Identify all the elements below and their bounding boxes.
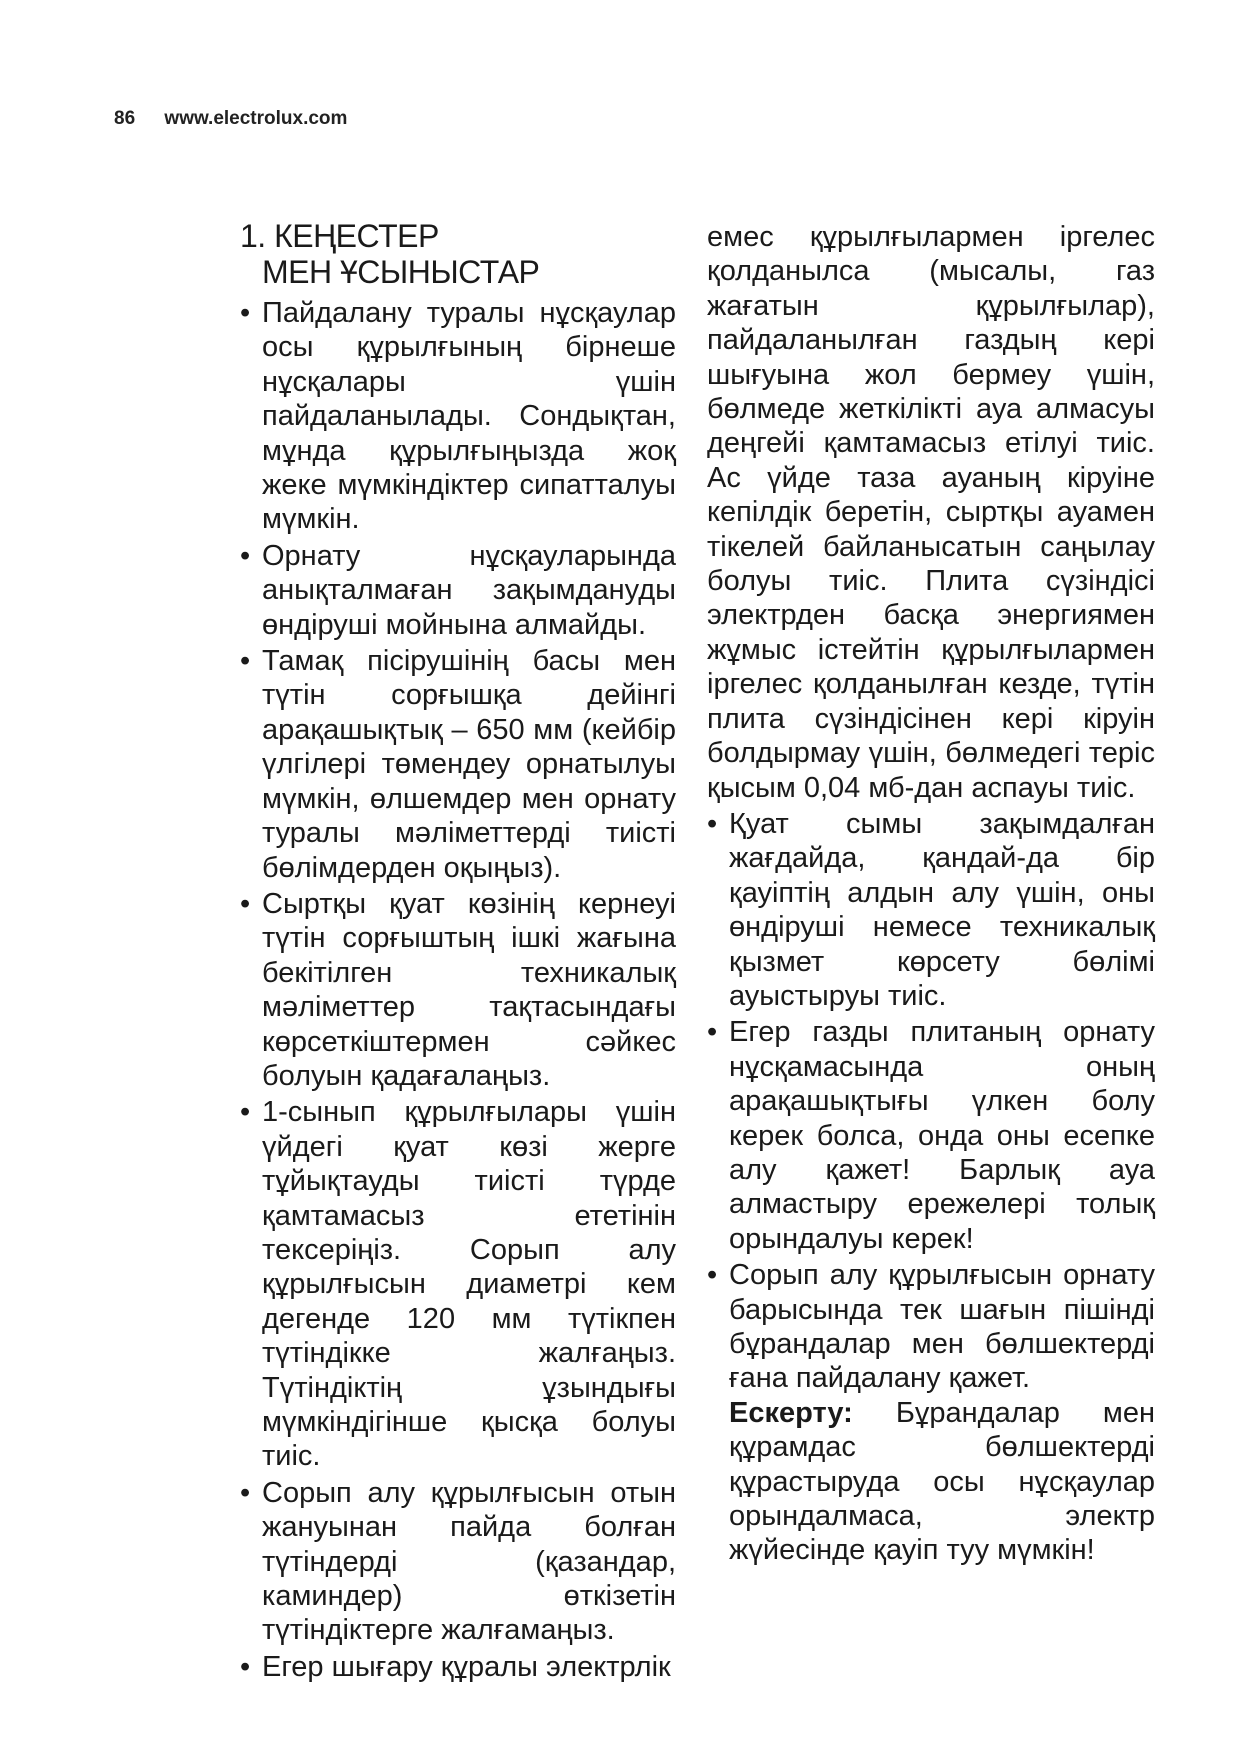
list-item: • 1-сынып құрылғылары үшін үйдегі қуат көзі жерге тұйықтауды тиісті түрде қамтамасыз ететінін тексеріңіз. Сорып алу құрылғысын диаметрі кем дегенде 120 мм түтікпен түтіндікке жалғаңыз. Түтіндіктің ұзындығы мүмкіндігінше қысқа болуы тиіс. bbox=[240, 1095, 676, 1473]
page-header bbox=[114, 108, 347, 130]
left-bullet-list bbox=[240, 296, 676, 1684]
list-item: • Пайдалану туралы нұсқаулар осы құрылғының бірнеше нұсқалары үшін пайдаланылады. Сондықтан, мұнда құрылғыңызда жоқ жеке мүмкіндіктер сипатталуы мүмкін. bbox=[240, 296, 676, 537]
list-item: • Егер газды плитаның орнату нұсқамасында оның арақашықтығы үлкен болу керек болса, онда оны есепке алу қажет! Барлық ауа алмастыру ережелері толық орындалуы керек! bbox=[707, 1015, 1155, 1256]
list-item: • Сыртқы қуат көзінің кернеуі түтін сорғыштың ішкі жағына бекітілген техникалық мәліметтер тақтасындағы көрсеткіштермен сәйкес болуын қадағалаңыз. bbox=[240, 887, 676, 1093]
page-number: 86 bbox=[114, 108, 136, 129]
section-title bbox=[240, 218, 676, 290]
continued-paragraph: емес құрылғылармен іргелес қолданылса (мысалы, газ жағатын құрылғылар), пайдаланылған газдың кері шығуына жол бермеу үшін, бөлмеде жеткілікті ауа алмасуы деңгейі қамтамасыз етілуі тиіс. Ас үйде таза ауаның кіруіне кепілдік беретін, сыртқы ауамен тікелей байланысатын саңылау болуы тиіс. Плита сүзіндісі электрден басқа энергиямен жұмыс істейтін құрылғылармен іргелес қолданылған кезде, түтін плита сүзіндісінен кері кіруін болдырмау үшін, бөлмедегі теріс қысым 0,04 мб-дан аспауы тиіс. bbox=[707, 221, 1155, 804]
list-item-text: Сорып алу құрылғысын орнату барысында тек шағын пішінді бұрандалар мен бөлшектерді ғана пайдалану қажет. bbox=[729, 1259, 1155, 1395]
section-title-line2: МЕН ҰСЫНЫСТАР bbox=[262, 254, 540, 290]
list-item: • Егер шығару құралы электрлік bbox=[240, 1650, 676, 1684]
list-item: • Тамақ пісірушінің басы мен түтін сорғышқа дейінгі арақашықтық – 650 мм (кейбір үлгілері төмендеу орнатылуы мүмкін, өлшемдер мен орнату туралы мәліметтерді тиісті бөлімдерден оқыңыз). bbox=[240, 644, 676, 885]
list-item: • Сорып алу құрылғысын отын жануынан пайда болған түтіндерді (қазандар, каминдер) өткізетін түтіндіктерге жалғамаңыз. bbox=[240, 1476, 676, 1648]
list-item bbox=[707, 1258, 1155, 1568]
website-url: www.electrolux.com bbox=[164, 108, 348, 129]
warning-text: Бұрандалар мен құрамдас бөлшектерді құрастыруда осы нұсқаулар орындалмаса, электр жүйесінде қауіп туу мүмкін! bbox=[729, 1396, 1156, 1567]
warning-label: Ескерту: bbox=[729, 1396, 853, 1429]
list-item: • Қуат сымы зақымдалған жағдайда, қандай-да бір қауіптің алдын алу үшін, оны өндіруші немесе техникалық қызмет көрсету бөлімі ауыстыруы тиіс. bbox=[707, 807, 1155, 1013]
warning-note bbox=[729, 1396, 1155, 1568]
section-title-line1: 1. КЕҢЕСТЕР bbox=[240, 218, 439, 254]
right-bullet-list bbox=[707, 807, 1155, 1568]
list-item: • Орнату нұсқауларында анықталмаған зақымдануды өндіруші мойнына алмайды. bbox=[240, 539, 676, 642]
left-column bbox=[240, 218, 676, 1686]
right-column bbox=[707, 220, 1155, 1570]
